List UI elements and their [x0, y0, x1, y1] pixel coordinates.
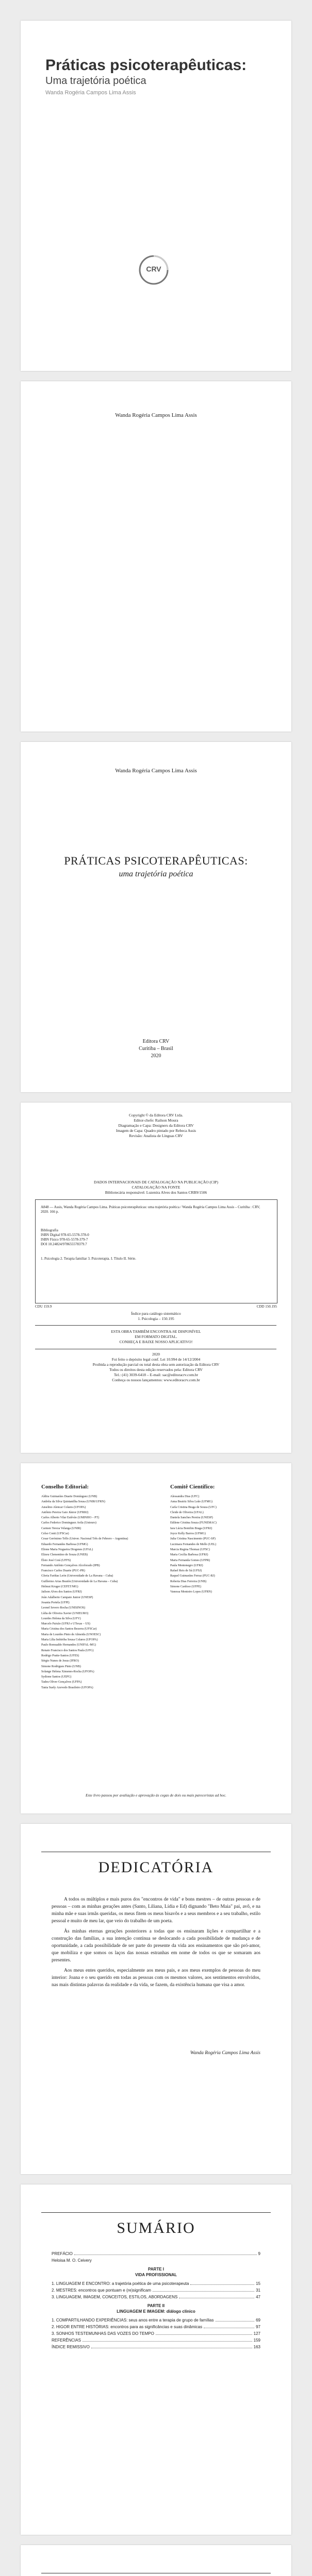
council-member: Elizeu Clementino de Souza (UNEB)	[41, 1553, 88, 1557]
council-member: Julia Cristina Nascimento (PUC-SP)	[170, 1537, 216, 1541]
cover-title: Práticas psicoterapêuticas:	[45, 57, 247, 74]
council-member: Marcia Regina Thomaz (UFSC)	[170, 1548, 210, 1551]
council-member: Guillermo Arias Beatón (Universidade de La Havana – Cuba)	[41, 1580, 118, 1583]
digital-notice-3: CONHEÇA E BAIXE NOSSO APLICATIVO!	[119, 1340, 193, 1344]
page-copyright	[21, 1103, 291, 1453]
toc-entry-page: 127	[253, 2331, 260, 2336]
council-member: Josania Portela (UFPI)	[41, 1601, 70, 1604]
council-member: Lucimara Fernandes de Mello (UEL)	[170, 1543, 217, 1546]
toc-list	[52, 2251, 260, 2351]
toc-entry-label: REFERÊNCIAS	[52, 2338, 81, 2343]
toc-leader-dots	[190, 2284, 254, 2285]
council-member: Marcelo Paixão (UFRJ e UTexas – US)	[41, 1622, 90, 1626]
index-item: 1. Psicologia – 150.195	[138, 1316, 174, 1321]
toc-leader-dots	[153, 2291, 254, 2292]
cover-subtitle: Uma trajetória poética	[45, 75, 146, 87]
toc-leader-dots	[83, 2341, 252, 2342]
council-member: Anselmo Alencar Colares (UFOPA)	[41, 1505, 86, 1509]
council-member: Eduardo Fernandes Barbosa (UFMG)	[41, 1543, 88, 1546]
title-page-author: Wanda Rogéria Campos Lima Assis	[115, 768, 197, 774]
legal-year: 2020	[152, 1352, 160, 1357]
imprint-city: Curitiba – Brasil	[139, 1046, 173, 1052]
page-title	[21, 742, 291, 1092]
council-member: Iara Lúcia Bomfim Braga (UFRJ)	[170, 1527, 212, 1530]
editor-line: Editor-chefe: Railson Moura	[134, 1118, 178, 1123]
page-council	[21, 1463, 291, 1814]
council-member: Anna Beatriz Silva Leão (UFMG)	[170, 1500, 212, 1504]
council-member: Maria Fernanda Gomes (UFPR)	[170, 1558, 210, 1562]
council-member: Carmen Tereza Velanga (UNIR)	[41, 1527, 81, 1530]
council-member: Antônio Pereira Gaio Júnior (UFRRJ)	[41, 1511, 89, 1514]
divider	[35, 1325, 276, 1326]
toc-entry[interactable]	[52, 2325, 260, 2329]
council-member: Maria de Lourdes Pinto de Almeida (UNOESC)	[41, 1633, 101, 1636]
dedication-body	[52, 1896, 260, 1992]
half-title-author: Wanda Rogéria Campos Lima Assis	[115, 412, 197, 418]
catalog-entry: A848 — Assis, Wanda Rogéria Campos Lima. Práticas psicoterapêuticas: uma trajetória poética / Wanda Rogéria Campos Lima Assis – Curitiba : CRV, 2020. 166 p.	[41, 1205, 260, 1214]
council-member: Alessandra Dias (UFC)	[170, 1495, 200, 1498]
council-footnote: Este livro passou por avaliação e aprovação às cegas de dois ou mais pareceristas ad hoc.	[86, 1793, 226, 1798]
copyright-block	[21, 1113, 291, 1139]
legal-deposit: Foi feito o depósito legal conf. Lei 10.994 de 14/12/2004	[111, 1357, 201, 1362]
page-dedication	[21, 1824, 291, 2174]
catalog-isbn: Bibliografia ISBN Digital 978-65-5578-378-0 ISBN Físico 978-65-5578-379-7 DOI 10.24824/978655578379.7	[41, 1228, 89, 1246]
copyright-line: Copyright © da Editora CRV Ltda.	[129, 1113, 183, 1117]
digital-notice	[21, 1329, 291, 1345]
toc-entry[interactable]	[52, 2345, 260, 2349]
council-member: Edilene Cristina Souza (FUNEMAC)	[170, 1521, 217, 1525]
toc-entry-page: 163	[253, 2345, 260, 2349]
dedication-signature: Wanda Rogéria Campos Lima Assis	[190, 2050, 260, 2056]
council-heading: Conselho Editorial:	[41, 1484, 89, 1490]
paragraph: A todos os múltiplos e mais puros dos "encontros de vida" e bons mestres – de outras pessoas e de pessoas – com as minhas gerações antes (Santo, Liliana, Lídia e Ed) dignando "Beto Maia" pai, avô, e na minha mãe e suas irmãs queridas, os meus fitem os meus bisavôs e a seus membros e a seu trabalho, estilo pessoal e muito de meu lar, que veio do trabalho de um poeta.	[52, 1897, 260, 1924]
toc-heading: SUMÁRIO	[117, 2219, 195, 2236]
council-member: Rodrigo Pratte-Santos (UFES)	[41, 1654, 79, 1657]
toc-entry-label: PREFÁCIO	[52, 2251, 73, 2256]
toc-entry[interactable]	[52, 2258, 260, 2263]
toc-entry-page: 9	[258, 2251, 260, 2256]
council-member: Andréia da Silva Quintanilha Sousa (UNIR/UFRN)	[41, 1500, 105, 1504]
toc-part-title: PARTE I	[148, 2267, 164, 2272]
toc-entry-label: 3. SONHOS TESTEMUNHAS DAS VOZES DO TEMPO	[52, 2331, 154, 2336]
toc-entry-page: 31	[256, 2288, 260, 2293]
legal-website: Conheça os nossos lançamentos: www.editoracrv.com.br	[112, 1378, 200, 1382]
digital-notice-2: EM FORMATO DIGITAL.	[135, 1334, 177, 1339]
council-member: Jailson Alves dos Santos (UFRJ)	[41, 1590, 82, 1594]
council-member: Maria Cristina dos Santos Bezerra (UFSCar)	[41, 1628, 97, 1631]
council-member: Tadeu Oliver Gonçalves (UFPA)	[41, 1681, 82, 1684]
title-page-imprint	[21, 1038, 291, 1060]
catalog-subjects: 1. Psicologia 2. Terapia familiar 3. Psicoterapia. I. Título II. Série.	[41, 1257, 136, 1261]
revision-line: Revisão: Analista de Línguas CRV	[129, 1133, 183, 1138]
legal-contact: Tel.: (41) 3039-6418 – E-mail: sac@editoracrv.com.br	[113, 1372, 199, 1377]
legal-reserved: Todos os direitos desta edição reservados pela: Editora CRV	[109, 1367, 203, 1372]
toc-entry-label: Heloisa M. O. Ceivery	[52, 2258, 92, 2263]
cover-image-line: Imagem de Capa: Quadro pintado por Rebeca Assis	[116, 1128, 196, 1133]
cip-line-3: Bibliotecária responsável: Luzenira Alves dos Santos CRB9/1506	[105, 1190, 207, 1195]
council-member: Carla Cristina Braga de Souza (UFC)	[170, 1505, 217, 1509]
page-half-title	[21, 381, 291, 732]
title-page-subtitle: uma trajetória poética	[119, 870, 193, 878]
legal-rights: Proibida a reprodução parcial ou total desta obra sem autorização da Editora CRV	[92, 1362, 220, 1367]
cdu-code: CDU 159.9	[35, 1304, 52, 1309]
council-member: Raquel Guimarães Ferraz (PUC-RJ)	[170, 1574, 215, 1578]
council-member: Renato Francisco dos Santos Paula (UFG)	[41, 1649, 94, 1652]
toc-entry-label: 1. LINGUAGEM E ENCONTRO: a trajetória poética de uma psicoterapeuta	[52, 2281, 189, 2286]
toc-entry[interactable]	[52, 2288, 260, 2293]
council-member: Carlos Federico Dominguez Avila (Unieuro)	[41, 1521, 96, 1525]
paragraph: Às minhas eternas gerações posteriores a todas que os ensinaram lições e compartilhar e a construção das famílias, a sua intenção contínua se deslocando a cada possibilidade de mudança e de oportunidade, a cada possibilidade de ser parte do presente da vida aos ensinamentos que são pró-amor, que mobiliza e que somos os laços das nossas estranhas em nome de todos os que se somaram aos presentes.	[52, 1929, 260, 1963]
toc-entry-page: 15	[256, 2281, 260, 2286]
cip-line-1: DADOS INTERNACIONAIS DE CATALOGAÇÃO NA PUBLICAÇÃO (CIP)	[93, 1180, 219, 1184]
toc-entry-label: 2. MESTRES: encontros que pontuam e (re)significam	[52, 2288, 151, 2293]
council-member: Celso Conti (UFSCar)	[41, 1532, 69, 1536]
cip-line-2: CATALOGAÇÃO NA FONTE	[132, 1185, 180, 1190]
toc-entry-page: 69	[256, 2318, 260, 2323]
council-member: Élsio José Corá (UFFS)	[41, 1558, 71, 1562]
council-member: Elione Maria Nogueira Diogenes (UFAL)	[41, 1548, 93, 1551]
toc-entry[interactable]	[52, 2338, 260, 2343]
toc-entry-label: 2. HIGOR ENTRE HISTÓRIAS: encontros para as significâncias e suas dinâmicas	[52, 2325, 203, 2329]
council-member: Cesar Gerónimo Tello (Univer. Nacional Três de Febrero – Argentina)	[41, 1537, 128, 1541]
page-cover	[21, 21, 291, 371]
council-member: Lourdes Helena da Silva (UFV)	[41, 1617, 81, 1620]
council-member: Maria Lília Imbiriba Sousa Colares (UFOPA)	[41, 1638, 98, 1642]
committee-heading: Comitê Científico:	[170, 1484, 215, 1490]
cip-heading	[21, 1180, 291, 1195]
legal-block	[21, 1352, 291, 1383]
publisher-logo-text: CRV	[146, 265, 161, 273]
council-member: Tania Suely Azevedo Brasileiro (UFOPA)	[41, 1686, 93, 1689]
divider	[41, 2212, 271, 2213]
council-member: Paulo Romualdo Hernandes (UNIFAL-MG)	[41, 1643, 96, 1647]
cover-author: Wanda Rogéria Campos Lima Assis	[45, 90, 136, 96]
council-member: Sydione Santos (UEPG)	[41, 1675, 72, 1679]
imprint-year: 2020	[151, 1053, 161, 1059]
catalog-card	[35, 1199, 277, 1303]
council-member: Daniela Sanches Pereira (UNESP)	[170, 1516, 213, 1520]
index-title: Índice para catálogo sistemático	[131, 1311, 181, 1316]
page-toc	[21, 2184, 291, 2535]
council-member: Roberta Dias Ferreira (UNB)	[170, 1580, 207, 1583]
council-member: Joyce Kelly Barros (UFMG)	[170, 1532, 206, 1536]
toc-entry-page: 97	[256, 2325, 260, 2329]
toc-entry[interactable]	[52, 2318, 260, 2323]
toc-entry-page: 47	[256, 2295, 260, 2299]
council-member: Carlos Alberto Vilar Estêvão (UMINHO – PT)	[41, 1516, 100, 1520]
toc-leader-dots	[156, 2334, 252, 2335]
council-member: Leonel Severo Rocha (UNISINOS)	[41, 1606, 86, 1610]
toc-entry[interactable]	[52, 2281, 260, 2286]
council-member: Paula Montenegro (UFRJ)	[170, 1564, 203, 1567]
council-member: Maria Cecília Barbosa (UFRJ)	[170, 1553, 208, 1557]
toc-entry[interactable]	[52, 2251, 260, 2256]
council-member: Aldira Guimarães Duarte Domínguez (UNB)	[41, 1495, 97, 1498]
council-member: Vanessa Monteiro Lopes (UFRN)	[170, 1590, 212, 1594]
index-block	[21, 1311, 291, 1321]
digital-notice-1: ESTA OBRA TAMBÉM ENCONTRA-SE DISPONÍVEL	[111, 1329, 201, 1334]
council-member: Fernando Antônio Gonçalves Alcoforado (IPB)	[41, 1564, 100, 1567]
imprint-publisher: Editora CRV	[142, 1039, 170, 1044]
council-member: Solange Helena Ximenes-Rocha (UFOPA)	[41, 1670, 94, 1673]
paragraph: Aos meus entes queridos, especialmente aos meus pais, e aos meus exemplos de pessoas do meu interior: Joana e o seu querido em todas as pessoas com os mesmos valores, aos sentimentos envolvidos, nas mais distintas palavras da realidade e da vida, se fazem, da existência humana que visa a amor.	[52, 1968, 260, 1988]
council-member: Sérgio Nunes de Jesus (IFRO)	[41, 1659, 79, 1663]
cdd-code: CDD 150.195	[256, 1304, 277, 1309]
toc-part-subtitle: VIDA PROFISSIONAL	[135, 2273, 177, 2277]
dedication-heading: DEDICATÓRIA	[98, 1859, 214, 1876]
council-member: Gloria Fariñas León (Universidade de La Havana – Cuba)	[41, 1574, 113, 1578]
toc-entry[interactable]	[52, 2331, 260, 2336]
council-member: Cleide de Oliveira (UFAL)	[170, 1511, 204, 1514]
toc-part-subtitle: LINGUAGEM E IMAGEM: diálogo clínico	[117, 2309, 195, 2314]
toc-entry-label: 1. COMPARTILHANDO EXPERIÊNCIAS: seus anos entre a terapia de grupo de famílias	[52, 2318, 214, 2323]
council-member: Helmut Kruger (CEFET/MG)	[41, 1585, 78, 1589]
council-member: Francisco Carlos Duarte (PUC-PR)	[41, 1569, 85, 1573]
council-list	[41, 1494, 165, 1690]
title-page-title: PRÁTICAS PSICOTERAPÊUTICAS:	[64, 854, 248, 867]
page-preface	[21, 2545, 291, 2576]
toc-entry-page: 159	[253, 2338, 260, 2343]
toc-part-title: PARTE II	[147, 2303, 165, 2308]
toc-entry-label: ÍNDICE REMISSIVO	[52, 2345, 90, 2349]
council-member: Simone Cardoso (UFPE)	[170, 1585, 201, 1589]
toc-entry[interactable]	[52, 2295, 260, 2299]
council-member: Rafael Reis de Sá (UFSJ)	[170, 1569, 202, 1573]
council-member: João Adalberto Campato Junior (UNESP)	[41, 1596, 93, 1599]
design-line: Diagramação e Capa: Designers da Editora CRV	[118, 1123, 194, 1128]
council-member: Lídia de Oliveira Xavier (UNIEURO)	[41, 1612, 89, 1615]
council-member: Simone Rodrigues Pinto (UNB)	[41, 1665, 81, 1668]
committee-list	[170, 1494, 273, 1595]
toc-entry-label: 3. LINGUAGEM, IMAGEM, CONCEITOS, ESTILOS, ABORDAGENS	[52, 2295, 178, 2299]
